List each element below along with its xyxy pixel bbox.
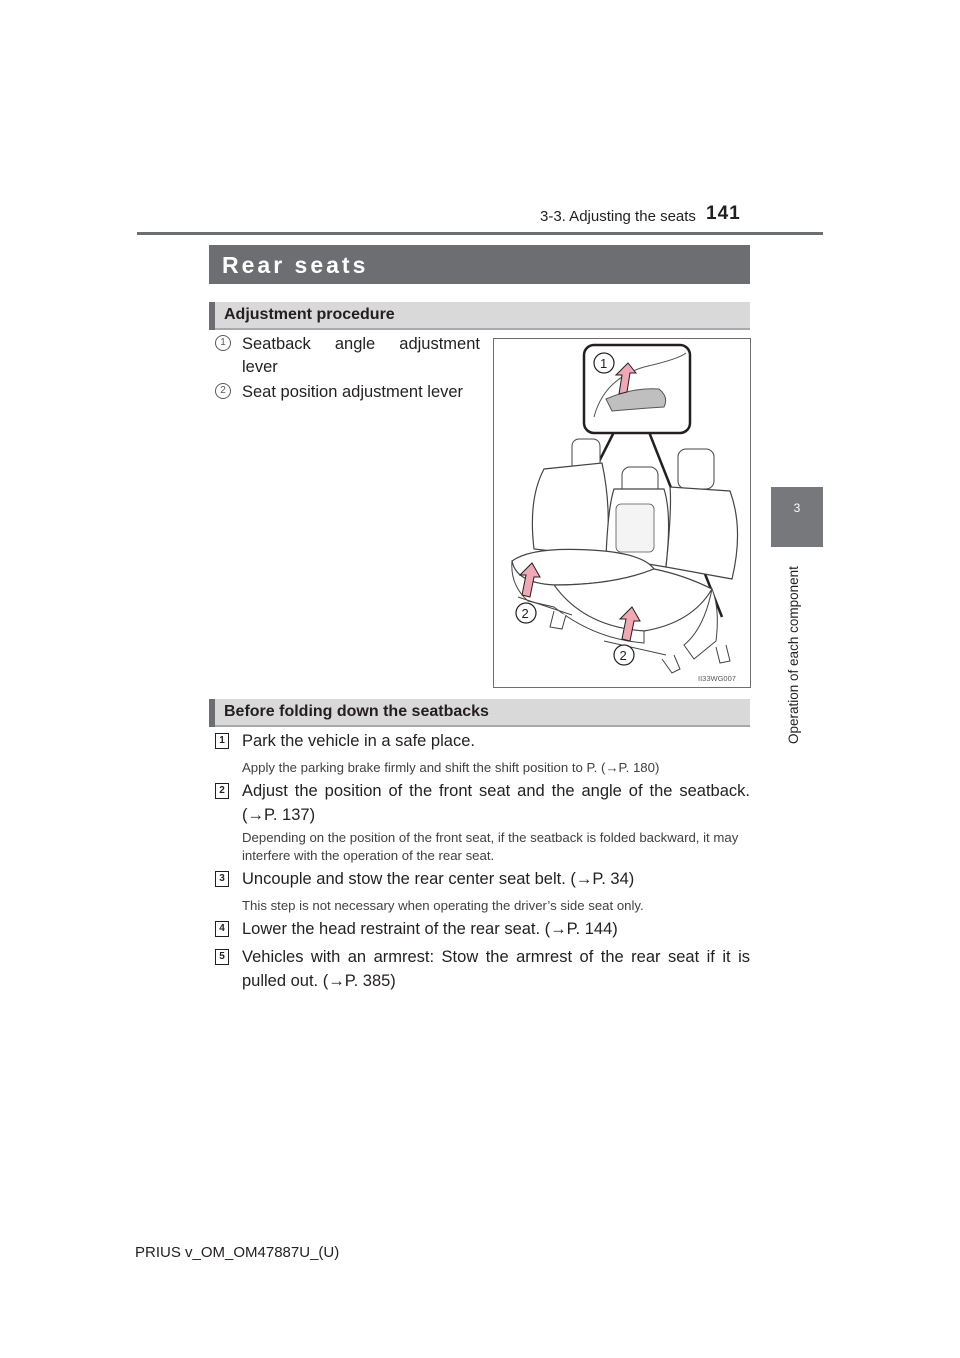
step-2-note: Depending on the position of the front seat, if the seatback is folded backward, it may interfere with the operation of the rear seat. bbox=[242, 830, 739, 863]
step-marker-3: 3 bbox=[215, 871, 229, 887]
rear-seat-illustration bbox=[493, 338, 751, 688]
adjustment-heading-bar bbox=[209, 302, 750, 330]
step-1-text: Park the vehicle in a safe place. bbox=[242, 732, 475, 750]
document-footer: PRIUS v_OM_OM47887U_(U) bbox=[135, 1244, 340, 1261]
page-number: 141 bbox=[706, 203, 741, 224]
adjustment-heading: Adjustment procedure bbox=[224, 306, 395, 323]
step-4-text: Lower the head restraint of the rear seat. (→P. 144) bbox=[242, 920, 618, 938]
running-header-section: 3-3. Adjusting the seats bbox=[540, 208, 696, 225]
legend-item-1: Seatback angle adjustment lever bbox=[242, 335, 480, 376]
chapter-tab-title: Operation of each component bbox=[786, 566, 801, 744]
step-3-text: Uncouple and stow the rear center seat belt. (→P. 34) bbox=[242, 870, 635, 888]
legend-marker-1: 1 bbox=[215, 335, 231, 351]
step-marker-1: 1 bbox=[215, 733, 229, 749]
folding-heading-bar bbox=[209, 699, 750, 727]
callout-2b: 2 bbox=[619, 648, 627, 663]
step-3-note: This step is not necessary when operating the driver’s side seat only. bbox=[242, 898, 644, 913]
step-marker-4: 4 bbox=[215, 921, 229, 937]
section-title: Rear seats bbox=[222, 252, 369, 278]
step-marker-2: 2 bbox=[215, 783, 229, 799]
illustration-code: II33WG007 bbox=[698, 674, 736, 683]
chapter-tab-number: 3 bbox=[793, 501, 801, 515]
folding-heading: Before folding down the seatbacks bbox=[224, 703, 489, 720]
legend-marker-2: 2 bbox=[215, 383, 231, 399]
legend-item-2: Seat position adjustment lever bbox=[242, 383, 464, 401]
rear-seat-drawing bbox=[494, 339, 750, 687]
step-marker-5: 5 bbox=[215, 949, 229, 965]
header-rule bbox=[137, 232, 823, 235]
step-5-text: Vehicles with an armrest: Stow the armrest of the rear seat if it is pulled out. (→P. 385) bbox=[242, 948, 750, 990]
callout-1: 1 bbox=[600, 356, 608, 371]
step-2-text: Adjust the position of the front seat and the angle of the seatback. (→P. 137) bbox=[242, 782, 750, 824]
callout-2a: 2 bbox=[521, 606, 529, 621]
step-1-note: Apply the parking brake firmly and shift the shift position to P. (→P. 180) bbox=[242, 760, 660, 775]
